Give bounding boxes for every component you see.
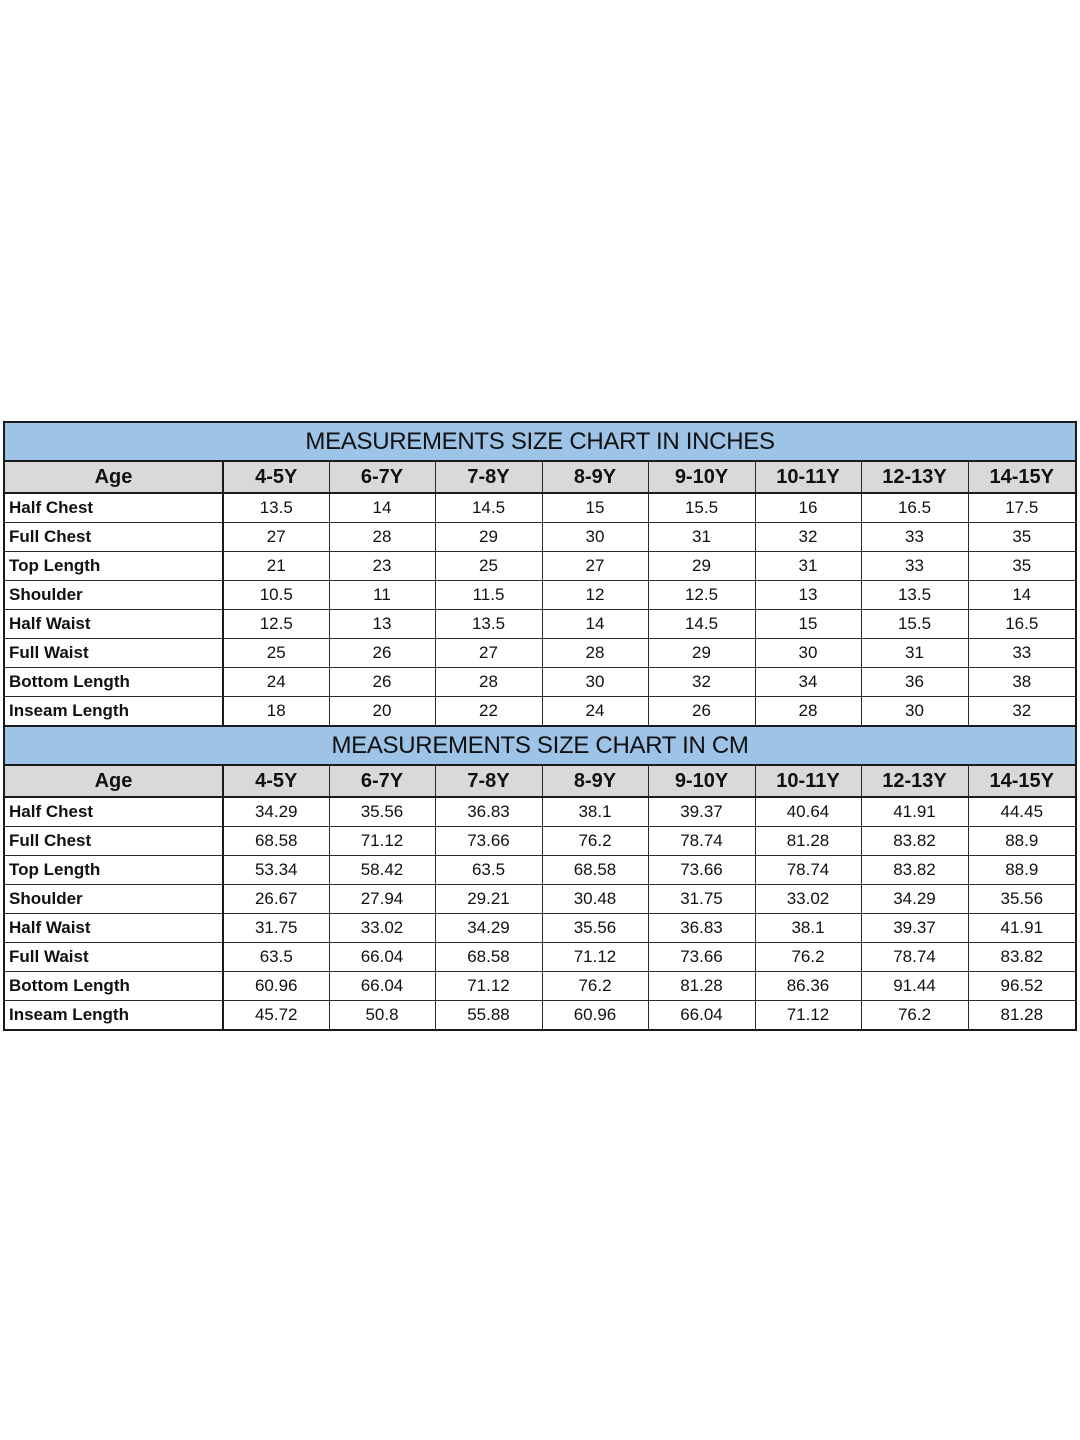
measurement-value: 66.04: [329, 972, 435, 1001]
measurement-value: 50.8: [329, 1001, 435, 1031]
measurement-value: 71.12: [329, 827, 435, 856]
measurement-value: 33.02: [329, 914, 435, 943]
measurement-value: 40.64: [755, 797, 861, 827]
measurement-value: 26: [648, 697, 755, 727]
measurement-value: 31.75: [223, 914, 329, 943]
measurement-value: 39.37: [648, 797, 755, 827]
measurement-value: 31: [861, 639, 968, 668]
measurement-value: 20: [329, 697, 435, 727]
measurement-value: 12: [542, 581, 648, 610]
cm-age-header: Age: [4, 765, 223, 797]
measurement-value: 35.56: [968, 885, 1076, 914]
measurement-value: 13: [755, 581, 861, 610]
measurement-value: 36.83: [435, 797, 542, 827]
measurement-value: 44.45: [968, 797, 1076, 827]
table-row: [4, 610, 1076, 639]
cm-size-header: 8-9Y: [542, 765, 648, 797]
measurement-value: 81.28: [968, 1001, 1076, 1031]
inches-header-row: [4, 461, 1076, 493]
table-row: [4, 914, 1076, 943]
measurement-value: 14.5: [435, 493, 542, 523]
measurement-value: 24: [223, 668, 329, 697]
measurement-value: 73.66: [435, 827, 542, 856]
measurement-value: 73.66: [648, 856, 755, 885]
measurement-value: 28: [755, 697, 861, 727]
measurement-value: 10.5: [223, 581, 329, 610]
measurement-value: 34.29: [223, 797, 329, 827]
table-row: [4, 885, 1076, 914]
measurement-value: 45.72: [223, 1001, 329, 1031]
table-row: [4, 697, 1076, 727]
measurement-value: 29: [648, 639, 755, 668]
measurement-value: 88.9: [968, 827, 1076, 856]
measurement-value: 28: [542, 639, 648, 668]
inches-age-header: Age: [4, 461, 223, 493]
measurement-value: 76.2: [542, 972, 648, 1001]
table-row: [4, 581, 1076, 610]
measurement-value: 71.12: [542, 943, 648, 972]
table-row: [4, 827, 1076, 856]
measurement-value: 32: [648, 668, 755, 697]
measurement-label: Full Chest: [4, 523, 223, 552]
measurement-value: 41.91: [861, 797, 968, 827]
measurement-value: 23: [329, 552, 435, 581]
measurement-value: 16: [755, 493, 861, 523]
inches-size-header: 8-9Y: [542, 461, 648, 493]
measurement-value: 14: [968, 581, 1076, 610]
measurement-label: Full Waist: [4, 639, 223, 668]
measurement-value: 88.9: [968, 856, 1076, 885]
measurement-value: 38.1: [542, 797, 648, 827]
measurement-value: 41.91: [968, 914, 1076, 943]
measurement-value: 11.5: [435, 581, 542, 610]
measurement-value: 63.5: [435, 856, 542, 885]
measurement-value: 21: [223, 552, 329, 581]
table-row: [4, 943, 1076, 972]
table-row: [4, 523, 1076, 552]
measurement-value: 22: [435, 697, 542, 727]
measurement-value: 17.5: [968, 493, 1076, 523]
inches-size-header: 12-13Y: [861, 461, 968, 493]
measurement-value: 28: [435, 668, 542, 697]
measurement-value: 18: [223, 697, 329, 727]
inches-title-row: [4, 422, 1076, 461]
measurement-value: 32: [968, 697, 1076, 727]
table-row: [4, 797, 1076, 827]
measurement-value: 35: [968, 523, 1076, 552]
measurement-value: 13: [329, 610, 435, 639]
measurement-value: 66.04: [329, 943, 435, 972]
measurement-value: 76.2: [861, 1001, 968, 1031]
measurement-value: 14: [542, 610, 648, 639]
measurement-value: 14.5: [648, 610, 755, 639]
measurement-value: 30.48: [542, 885, 648, 914]
measurement-value: 30: [542, 668, 648, 697]
measurement-value: 15.5: [861, 610, 968, 639]
cm-title-row: [4, 726, 1076, 765]
measurement-label: Shoulder: [4, 885, 223, 914]
measurement-value: 13.5: [435, 610, 542, 639]
measurement-value: 73.66: [648, 943, 755, 972]
measurement-value: 16.5: [968, 610, 1076, 639]
measurement-value: 29: [435, 523, 542, 552]
measurement-value: 34: [755, 668, 861, 697]
measurement-value: 53.34: [223, 856, 329, 885]
measurement-value: 60.96: [542, 1001, 648, 1031]
cm-size-header: 10-11Y: [755, 765, 861, 797]
measurement-label: Inseam Length: [4, 1001, 223, 1031]
inches-size-header: 10-11Y: [755, 461, 861, 493]
table-row: [4, 493, 1076, 523]
cm-size-header: 4-5Y: [223, 765, 329, 797]
measurement-value: 13.5: [223, 493, 329, 523]
measurement-value: 55.88: [435, 1001, 542, 1031]
measurement-label: Inseam Length: [4, 697, 223, 727]
measurement-label: Bottom Length: [4, 668, 223, 697]
table-row: [4, 552, 1076, 581]
measurement-value: 83.82: [861, 827, 968, 856]
measurement-value: 28: [329, 523, 435, 552]
measurement-value: 68.58: [435, 943, 542, 972]
measurement-value: 81.28: [648, 972, 755, 1001]
measurement-value: 38.1: [755, 914, 861, 943]
measurement-value: 14: [329, 493, 435, 523]
size-chart-table: [3, 421, 1077, 1031]
measurement-value: 83.82: [861, 856, 968, 885]
measurement-value: 35.56: [329, 797, 435, 827]
measurement-value: 32: [755, 523, 861, 552]
measurement-value: 27.94: [329, 885, 435, 914]
table-row: [4, 1001, 1076, 1031]
measurement-value: 13.5: [861, 581, 968, 610]
measurement-value: 27: [435, 639, 542, 668]
measurement-value: 11: [329, 581, 435, 610]
inches-size-header: 4-5Y: [223, 461, 329, 493]
table-row: [4, 668, 1076, 697]
measurement-value: 29.21: [435, 885, 542, 914]
measurement-value: 25: [223, 639, 329, 668]
measurement-value: 68.58: [223, 827, 329, 856]
measurement-value: 16.5: [861, 493, 968, 523]
measurement-value: 34.29: [435, 914, 542, 943]
measurement-label: Half Waist: [4, 610, 223, 639]
measurement-value: 86.36: [755, 972, 861, 1001]
measurement-value: 25: [435, 552, 542, 581]
measurement-value: 78.74: [861, 943, 968, 972]
measurement-label: Bottom Length: [4, 972, 223, 1001]
table-row: [4, 856, 1076, 885]
measurement-label: Full Waist: [4, 943, 223, 972]
cm-size-header: 6-7Y: [329, 765, 435, 797]
measurement-value: 35.56: [542, 914, 648, 943]
table-row: [4, 972, 1076, 1001]
measurement-value: 30: [542, 523, 648, 552]
measurement-value: 31: [648, 523, 755, 552]
measurement-value: 33: [968, 639, 1076, 668]
measurement-value: 38: [968, 668, 1076, 697]
measurement-value: 78.74: [755, 856, 861, 885]
measurement-value: 29: [648, 552, 755, 581]
measurement-value: 15: [542, 493, 648, 523]
cm-header-row: [4, 765, 1076, 797]
measurement-value: 81.28: [755, 827, 861, 856]
measurement-label: Top Length: [4, 552, 223, 581]
measurement-label: Full Chest: [4, 827, 223, 856]
inches-section: [4, 422, 1076, 726]
measurement-value: 76.2: [755, 943, 861, 972]
measurement-value: 15.5: [648, 493, 755, 523]
measurement-value: 68.58: [542, 856, 648, 885]
inches-size-header: 14-15Y: [968, 461, 1076, 493]
inches-size-header: 7-8Y: [435, 461, 542, 493]
measurement-value: 39.37: [861, 914, 968, 943]
measurement-value: 30: [755, 639, 861, 668]
cm-size-header: 12-13Y: [861, 765, 968, 797]
cm-chart-title: MEASUREMENTS SIZE CHART IN CM: [4, 726, 1076, 765]
measurement-label: Half Chest: [4, 493, 223, 523]
inches-size-header: 9-10Y: [648, 461, 755, 493]
measurement-value: 35: [968, 552, 1076, 581]
measurement-value: 76.2: [542, 827, 648, 856]
measurement-value: 31.75: [648, 885, 755, 914]
measurement-value: 33: [861, 552, 968, 581]
measurement-label: Shoulder: [4, 581, 223, 610]
measurement-value: 33: [861, 523, 968, 552]
measurement-value: 27: [542, 552, 648, 581]
measurement-value: 58.42: [329, 856, 435, 885]
measurement-value: 15: [755, 610, 861, 639]
measurement-value: 27: [223, 523, 329, 552]
cm-size-header: 9-10Y: [648, 765, 755, 797]
measurement-value: 24: [542, 697, 648, 727]
inches-chart-title: MEASUREMENTS SIZE CHART IN INCHES: [4, 422, 1076, 461]
measurement-value: 26.67: [223, 885, 329, 914]
measurement-value: 66.04: [648, 1001, 755, 1031]
measurement-value: 12.5: [223, 610, 329, 639]
cm-size-header: 7-8Y: [435, 765, 542, 797]
measurement-value: 12.5: [648, 581, 755, 610]
measurement-value: 31: [755, 552, 861, 581]
measurement-value: 71.12: [435, 972, 542, 1001]
measurement-value: 83.82: [968, 943, 1076, 972]
measurement-value: 26: [329, 668, 435, 697]
measurement-value: 71.12: [755, 1001, 861, 1031]
table-row: [4, 639, 1076, 668]
measurement-value: 36.83: [648, 914, 755, 943]
measurement-label: Top Length: [4, 856, 223, 885]
cm-section: [4, 726, 1076, 1030]
measurement-value: 33.02: [755, 885, 861, 914]
measurement-label: Half Waist: [4, 914, 223, 943]
measurement-value: 78.74: [648, 827, 755, 856]
measurement-value: 34.29: [861, 885, 968, 914]
measurement-value: 91.44: [861, 972, 968, 1001]
measurement-value: 60.96: [223, 972, 329, 1001]
cm-size-header: 14-15Y: [968, 765, 1076, 797]
measurement-value: 30: [861, 697, 968, 727]
measurement-value: 63.5: [223, 943, 329, 972]
measurement-value: 26: [329, 639, 435, 668]
measurement-label: Half Chest: [4, 797, 223, 827]
measurement-value: 96.52: [968, 972, 1076, 1001]
inches-size-header: 6-7Y: [329, 461, 435, 493]
measurement-value: 36: [861, 668, 968, 697]
